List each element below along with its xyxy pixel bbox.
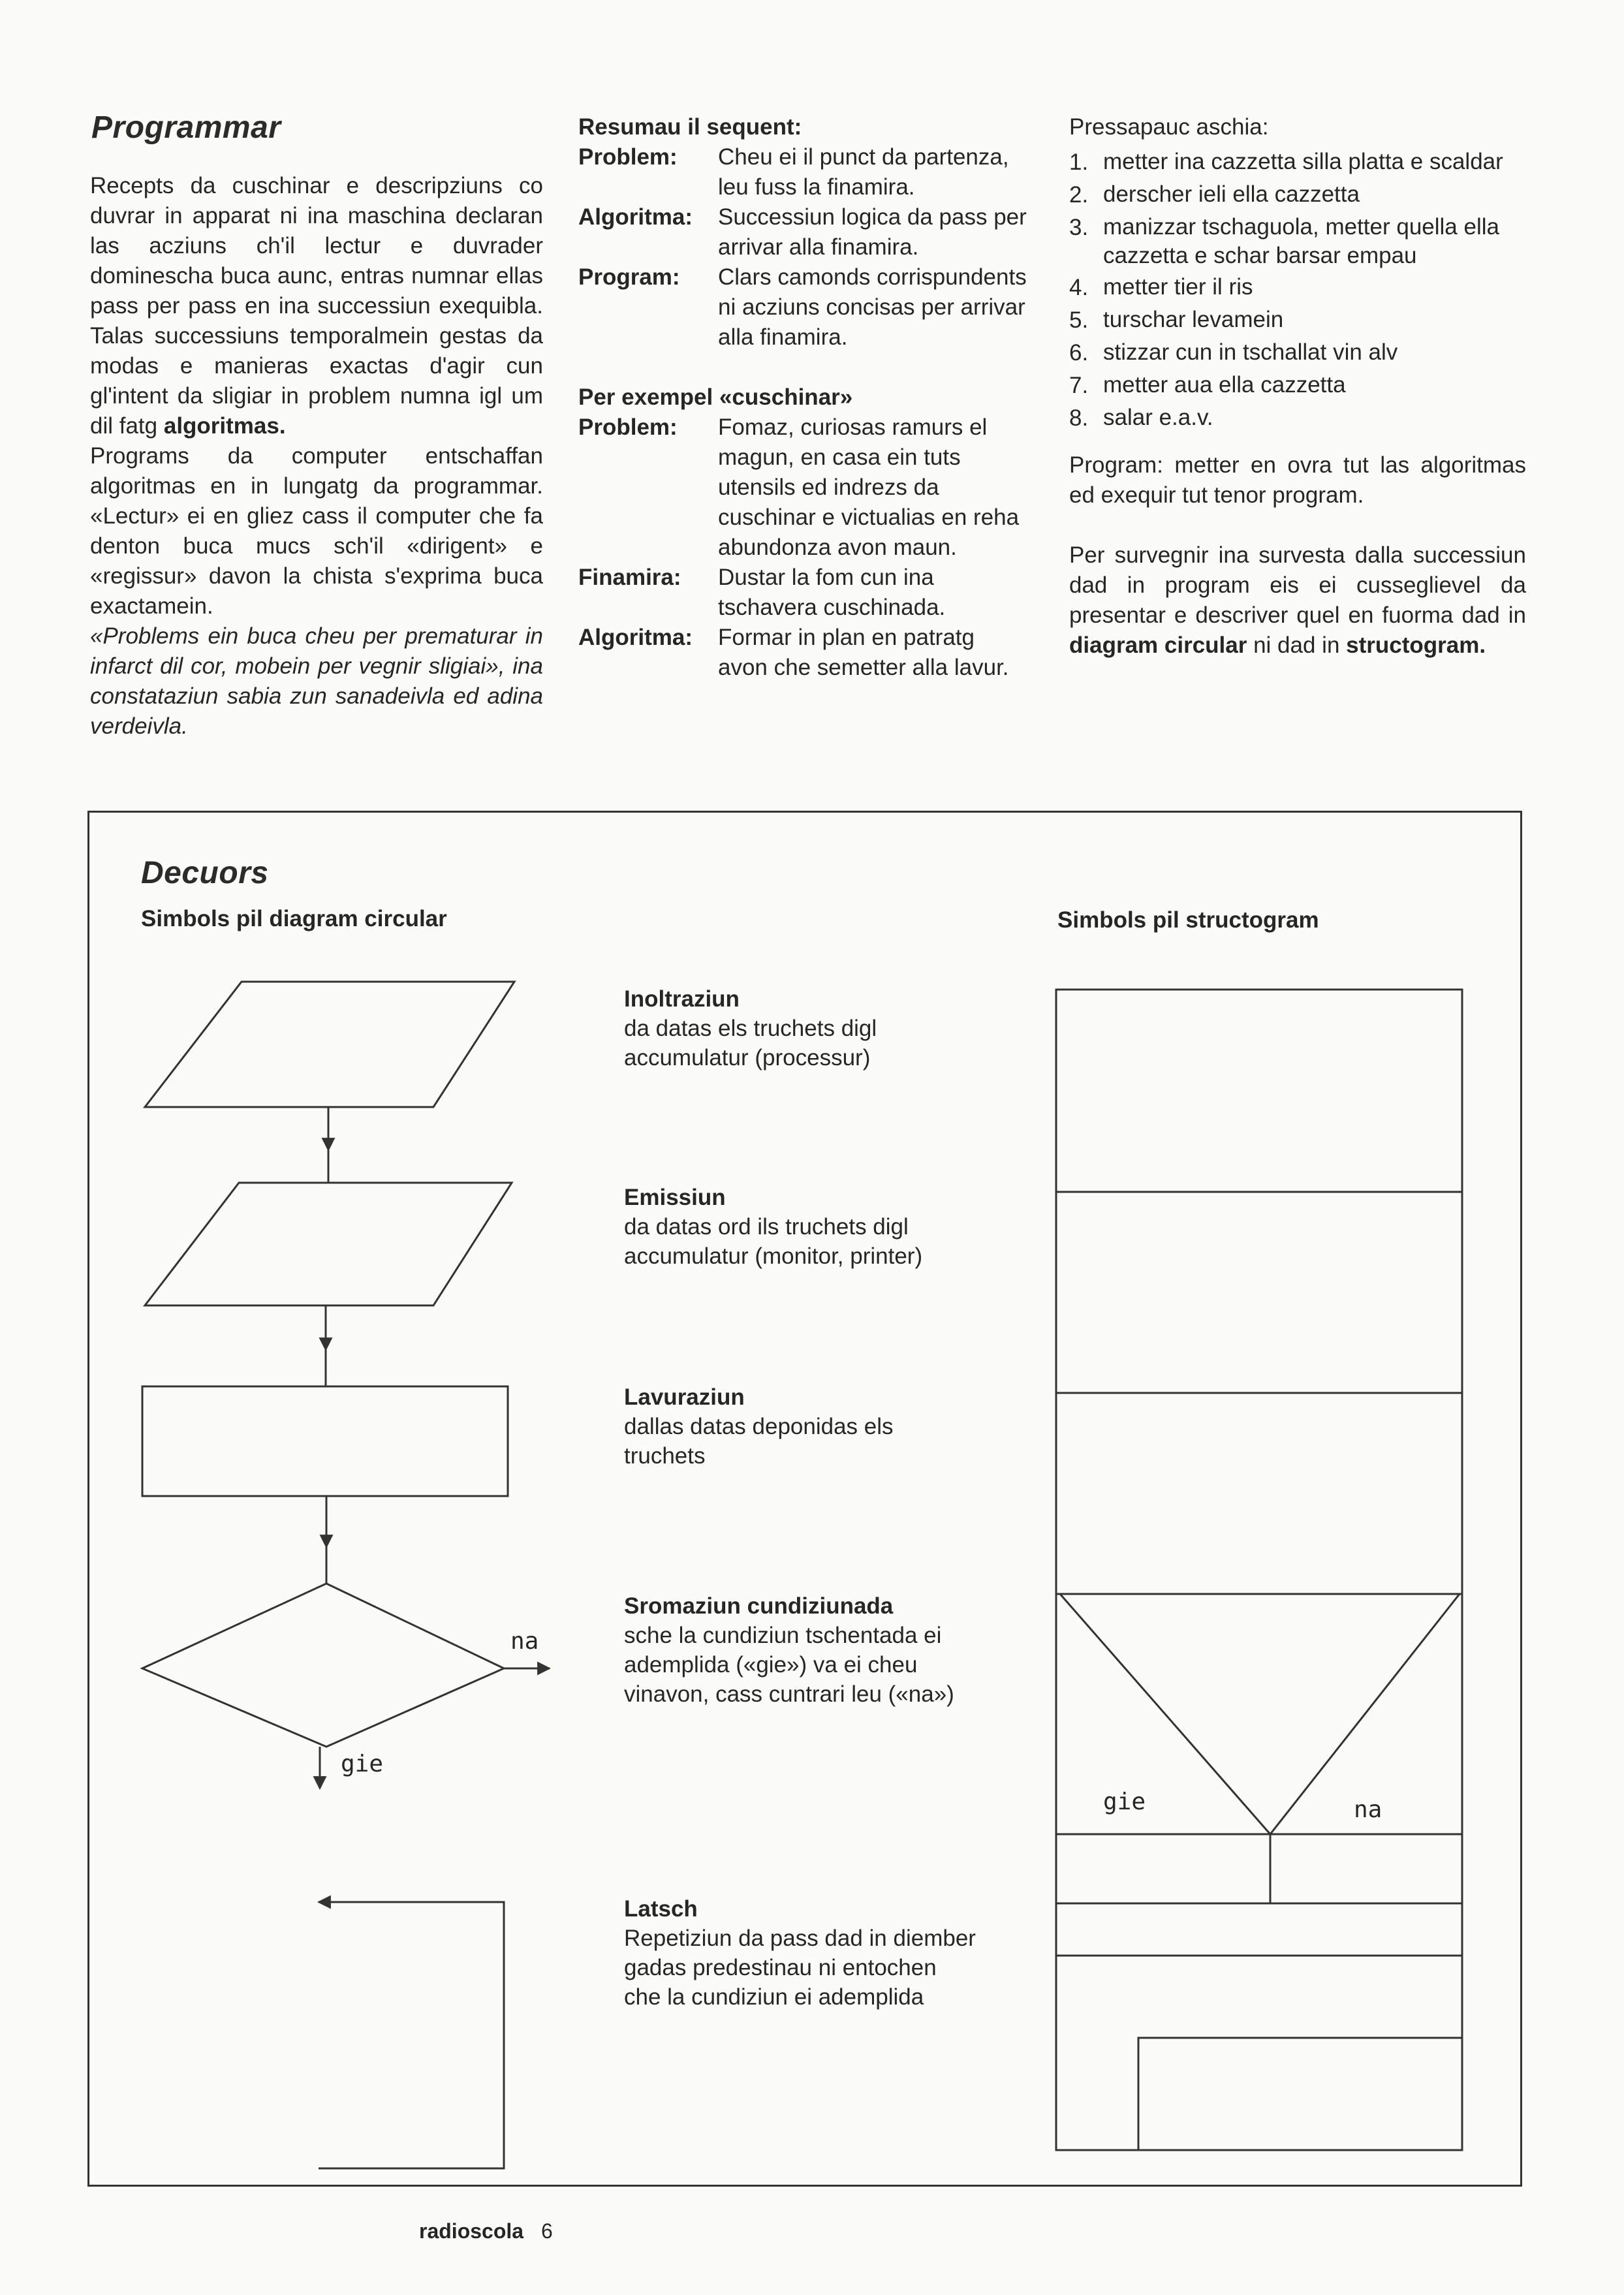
symbol-description: dallas datas deponidas els truchets xyxy=(624,1414,894,1469)
page-footer xyxy=(419,2219,553,2243)
page-number: 6 xyxy=(540,2219,553,2243)
flowchart-no-label: na xyxy=(510,1628,539,1655)
definition-description: Clars camonds corrispundents ni acziuns concisas per arrivar alla finamira. xyxy=(718,264,1027,350)
definition-description: Successiun logica da pass per arrivar alla finamira. xyxy=(718,204,1027,260)
example-heading: Per exempel «cuschinar» xyxy=(578,384,853,410)
publication-name: radioscola xyxy=(419,2219,524,2243)
loop-bracket-symbol xyxy=(319,1902,504,2168)
definition-description: Formar in plan en patratg avon che semetter alla lavur. xyxy=(718,625,1009,680)
step-number: 1. xyxy=(1069,149,1089,175)
structogram-heading: Simbols pil structogram xyxy=(1057,907,1319,933)
definition-term: Problem: xyxy=(578,144,678,170)
step-number: 5. xyxy=(1069,307,1089,333)
step-text: metter aua ella cazzetta xyxy=(1103,372,1346,398)
flowchart-yes-label: gie xyxy=(341,1751,384,1777)
symbol-name: Latsch xyxy=(624,1896,698,1922)
symbol-name: Lavuraziun xyxy=(624,1384,745,1410)
step-text: metter ina cazzetta silla platta e scaldar xyxy=(1103,149,1503,174)
definition-term: Finamira: xyxy=(578,565,681,590)
step-text: salar e.a.v. xyxy=(1103,405,1213,430)
symbol-description: Repetiziun da pass dad in diember gadas predestinau ni entochen che la cundiziun ei ademplida xyxy=(624,1926,976,2010)
decision-diamond-symbol xyxy=(142,1584,504,1747)
symbol-description: sche la cundiziun tschentada ei ademplida («gie») va ei cheu vinavon, cass cuntrari leu («na») xyxy=(624,1623,954,1707)
symbol-description: da datas els truchets digl accumulatur (processur) xyxy=(624,1016,877,1070)
process-rectangle-symbol xyxy=(142,1386,508,1496)
definition-description: Dustar la fom cun ina tschavera cuschinada. xyxy=(718,565,946,620)
pressapauc-heading: Pressapauc aschia: xyxy=(1069,114,1269,140)
input-parallelogram-symbol xyxy=(145,982,514,1107)
programmar-paragraph-1-text: Recepts da cuschinar e descripziuns co duvrar in apparat ni ina maschina declaran las acziuns ch'il lectur e duvrader dominescha buca aunc, entras numnar ellas pass per pass en ina successiun exequibla. Talas successiuns temporalmein gestas da modas e manieras exactas d'agir cun gl'intent da sligiar in problem numna igl um dil fatg xyxy=(90,173,543,439)
structogram-loop-body xyxy=(1138,2038,1462,2150)
resumau-heading: Resumau il sequent: xyxy=(578,114,802,140)
symbol-name: Sromaziun cundiziunada xyxy=(624,1593,894,1619)
page-title: Programmar xyxy=(91,110,281,145)
step-text: metter tier il ris xyxy=(1103,274,1253,300)
diagram-circular-term: diagram circular xyxy=(1069,632,1247,658)
step-text: turschar levamein xyxy=(1103,307,1284,332)
algoritmas-term: algoritmas. xyxy=(163,413,286,439)
definition-description: Fomaz, curiosas ramurs el magun, en casa ein tuts utensils ed indrezs da cuschinar e victualias en reha abundonza avon maun. xyxy=(718,414,1020,560)
step-number: 3. xyxy=(1069,215,1089,240)
decuors-title: Decuors xyxy=(141,856,269,890)
step-number: 4. xyxy=(1069,275,1089,300)
output-parallelogram-symbol xyxy=(145,1183,512,1305)
structogram-yes-label: gie xyxy=(1103,1788,1146,1815)
symbol-description: da datas ord ils truchets digl accumulatur (monitor, printer) xyxy=(624,1214,923,1269)
survista-text: Per survegnir ina survesta dalla successiun dad in program eis ei cusseglievel da presentar e descriver quel en fuorma dad in xyxy=(1069,542,1526,628)
symbol-name: Emissiun xyxy=(624,1185,726,1210)
definition-term: Problem: xyxy=(578,414,678,440)
structogram-term: structogram. xyxy=(1346,632,1486,658)
programmar-quote: «Problems ein buca cheu per prematurar in infarct dil cor, mobein per vegnir sligiai», ina constataziun sabia zun sanadeivla ed adina verdeivla. xyxy=(90,623,543,739)
diagram-circular-heading: Simbols pil diagram circular xyxy=(141,906,447,931)
step-text: derscher ieli ella cazzetta xyxy=(1103,181,1360,207)
definition-term: Algoritma: xyxy=(578,625,693,650)
structogram-no-label: na xyxy=(1354,1796,1382,1823)
structogram-branch-left xyxy=(1060,1594,1270,1834)
definition-description: Cheu ei il punct da partenza, leu fuss la finamira. xyxy=(718,144,1009,200)
definition-term: Program: xyxy=(578,264,680,290)
step-number: 8. xyxy=(1069,405,1089,431)
programmar-paragraph-2: Programs da computer entschaffan algoritmas en in lungatg da programmar. «Lectur» ei en gliez cass il computer che fa denton buca mucs sch'il «dirigent» e «regissur» davon la chista s'exprima buca exactamein. xyxy=(90,443,543,619)
program-paragraph: Program: metter en ovra tut las algoritmas ed exequir tut tenor program. xyxy=(1069,452,1526,508)
symbol-name: Inoltraziun xyxy=(624,986,740,1012)
step-number: 2. xyxy=(1069,182,1089,208)
step-number: 7. xyxy=(1069,373,1089,398)
structogram-outer-frame xyxy=(1056,990,1462,2150)
step-number: 6. xyxy=(1069,340,1089,366)
step-text: manizzar tschaguola, metter quella ella cazzetta e schar barsar empau xyxy=(1103,214,1499,268)
definition-term: Algoritma: xyxy=(578,204,693,230)
step-text: stizzar cun in tschallat vin alv xyxy=(1103,339,1398,365)
survista-mid-text: ni dad in xyxy=(1253,632,1340,658)
